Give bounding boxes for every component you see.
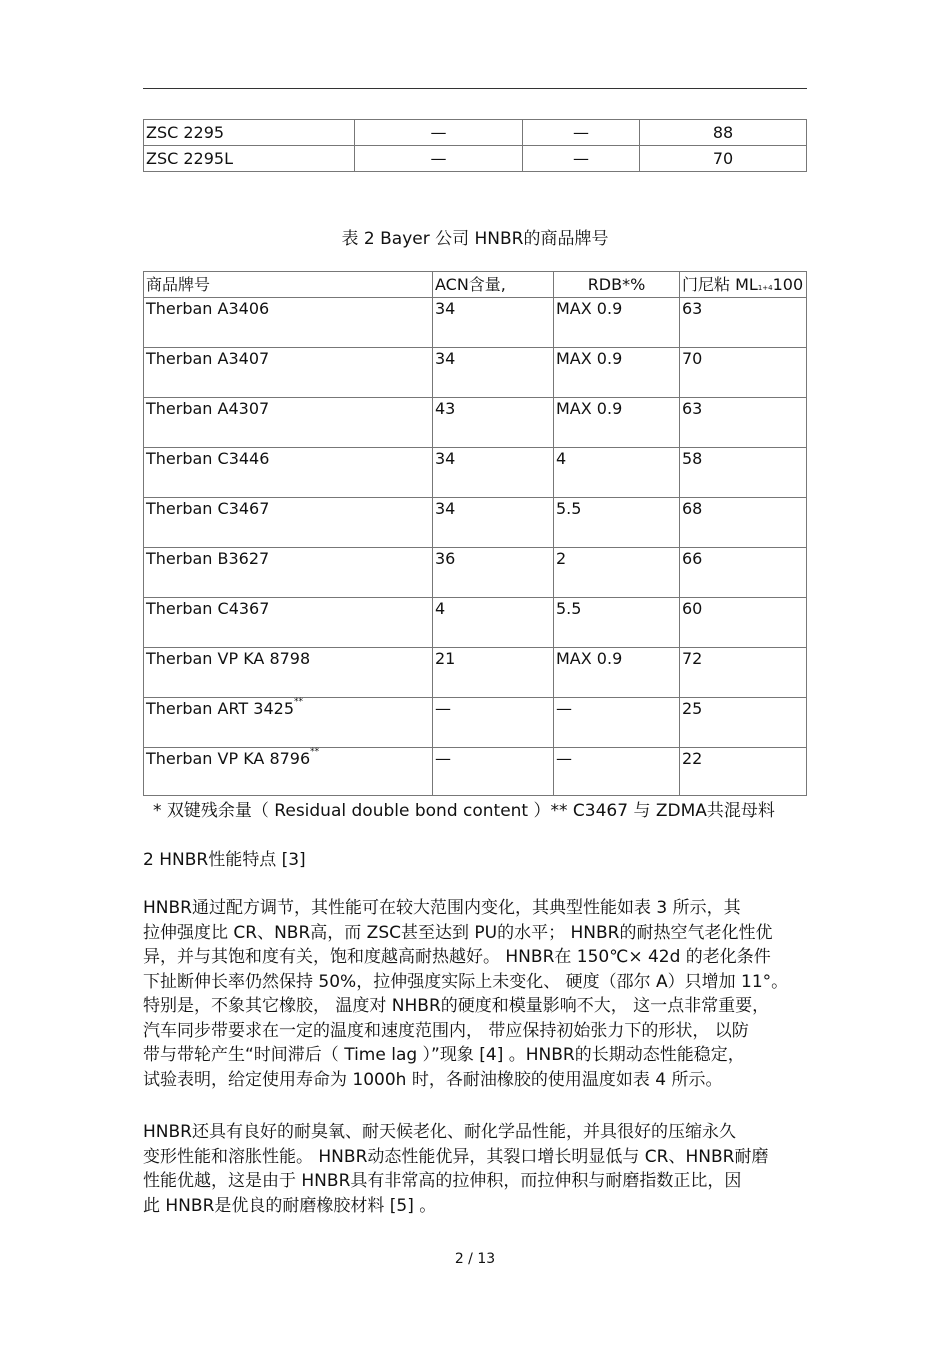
table-row: [144, 120, 807, 146]
header-mooney: [680, 272, 807, 298]
paragraph-line: 拉伸强度比 CR、NBR高，而 ZSC甚至达到 PU的水平； HNBR的耐热空气老化性优: [143, 922, 773, 943]
table-1-continued: [143, 119, 807, 172]
cell-grade: Therban C3446: [144, 448, 433, 498]
cell-acn: 36: [433, 548, 554, 598]
cell-grade: Therban B3627: [144, 548, 433, 598]
cell-acn: 34: [433, 298, 554, 348]
table-cell: —: [355, 146, 523, 172]
table-2-caption: 表 2 Bayer 公司 HNBR的商品牌号: [341, 229, 609, 249]
table-cell-name: ZSC 2295: [144, 120, 355, 146]
cell-acn: 43: [433, 398, 554, 448]
cell-grade: Therban A4307: [144, 398, 433, 448]
table-row: [144, 648, 807, 698]
cell-rdb: 5.5: [554, 598, 680, 648]
table-row: [144, 448, 807, 498]
cell-grade: Therban C4367: [144, 598, 433, 648]
table-cell: 70: [640, 146, 807, 172]
cell-rdb: MAX 0.9: [554, 648, 680, 698]
cell-mooney: 68: [680, 498, 807, 548]
paragraph-line: 异，并与其饱和度有关，饱和度越高耐热越好。 HNBR在 150℃× 42d 的老化条件: [143, 947, 771, 967]
footnote-mark: **: [310, 747, 320, 757]
cell-mooney: 58: [680, 448, 807, 498]
header-grade: 商品牌号: [144, 272, 433, 298]
paragraph-1: [143, 896, 813, 1092]
table-cell: 88: [640, 120, 807, 146]
table-footnote: * 双键残余量（ Residual double bond content ）** C3467 与 ZDMA共混母料: [153, 801, 775, 821]
table-2-bayer-hnbr-grades: [143, 271, 807, 796]
paragraph-2: [143, 1120, 813, 1218]
table-row: [144, 146, 807, 172]
cell-grade: Therban VP KA 8798: [144, 648, 433, 698]
table-cell: —: [355, 120, 523, 146]
table-row: [144, 598, 807, 648]
page-number: 2 / 13: [454, 1251, 496, 1267]
header-rule: [143, 88, 807, 89]
footnote-mark: **: [294, 697, 303, 707]
cell-rdb: —: [554, 748, 680, 796]
table-row: [144, 548, 807, 598]
paragraph-line: 变形性能和溶胀性能。 HNBR动态性能优异，其裂口增长明显低与 CR、HNBR耐磨: [143, 1146, 769, 1167]
cell-mooney: 63: [680, 398, 807, 448]
cell-rdb: MAX 0.9: [554, 348, 680, 398]
table-cell: —: [523, 146, 640, 172]
cell-mooney: 22: [680, 748, 807, 796]
grade-name: Therban ART 3425: [146, 699, 294, 718]
cell-rdb: MAX 0.9: [554, 298, 680, 348]
table-cell-name: ZSC 2295L: [144, 146, 355, 172]
cell-grade: [144, 698, 433, 748]
cell-acn: —: [433, 748, 554, 796]
cell-grade: [144, 748, 433, 796]
table-row: [144, 748, 807, 796]
paragraph-line: 特别是，不象其它橡胶， 温度对 NHBR的硬度和模量影响不大， 这一点非常重要，: [143, 996, 770, 1016]
cell-acn: 21: [433, 648, 554, 698]
cell-mooney: 70: [680, 348, 807, 398]
cell-mooney: 72: [680, 648, 807, 698]
table-cell: —: [523, 120, 640, 146]
header-rdb: RDB*%: [554, 272, 680, 298]
cell-grade: Therban C3467: [144, 498, 433, 548]
table-row: [144, 498, 807, 548]
cell-acn: 34: [433, 348, 554, 398]
cell-mooney: 25: [680, 698, 807, 748]
cell-mooney: 63: [680, 298, 807, 348]
section-heading: 2 HNBR性能特点 [3]: [143, 850, 306, 870]
header-mooney-label: 门尼粘 ML: [682, 274, 758, 294]
header-mooney-temp: 100: [772, 274, 804, 294]
cell-mooney: 60: [680, 598, 807, 648]
cell-acn: —: [433, 698, 554, 748]
table-header-row: [144, 272, 807, 298]
cell-acn: 34: [433, 498, 554, 548]
paragraph-line: HNBR通过配方调节，其性能可在较大范围内变化，其典型性能如表 3 所示，其: [143, 898, 741, 918]
cell-rdb: 4: [554, 448, 680, 498]
cell-rdb: 2: [554, 548, 680, 598]
paragraph-line: 性能优越，这是由于 HNBR具有非常高的拉伸积，而拉伸积与耐磨指数正比，因: [143, 1171, 742, 1191]
table-row: [144, 298, 807, 348]
grade-name: Therban VP KA 8796: [146, 749, 311, 768]
table-row: [144, 398, 807, 448]
table-row: [144, 348, 807, 398]
paragraph-line: 汽车同步带要求在一定的温度和速度范围内， 带应保持初始张力下的形状， 以防: [143, 1020, 749, 1041]
paragraph-line: 此 HNBR是优良的耐磨橡胶材料 [5] 。: [143, 1195, 437, 1216]
cell-grade: Therban A3407: [144, 348, 433, 398]
table-row: [144, 698, 807, 748]
cell-acn: 4: [433, 598, 554, 648]
cell-acn: 34: [433, 448, 554, 498]
cell-rdb: 5.5: [554, 498, 680, 548]
cell-mooney: 66: [680, 548, 807, 598]
paragraph-line: 试验表明，给定使用寿命为 1000h 时，各耐油橡胶的使用温度如表 4 所示。: [143, 1069, 723, 1090]
cell-rdb: MAX 0.9: [554, 398, 680, 448]
paragraph-line: HNBR还具有良好的耐臭氧、耐天候老化、耐化学品性能，并具很好的压缩永久: [143, 1122, 736, 1142]
header-mooney-sub: 1+4: [757, 283, 773, 292]
cell-grade: Therban A3406: [144, 298, 433, 348]
paragraph-line: 下扯断伸长率仍然保持 50%，拉伸强度实际上未变化、 硬度（邵尔 A）只增加 11°。: [143, 971, 789, 992]
cell-rdb: —: [554, 698, 680, 748]
header-acn: ACN含量,: [433, 272, 554, 298]
paragraph-line: 带与带轮产生“时间滞后（ Time lag ）”现象 [4] 。HNBR的长期动态性能稳定，: [143, 1045, 745, 1065]
